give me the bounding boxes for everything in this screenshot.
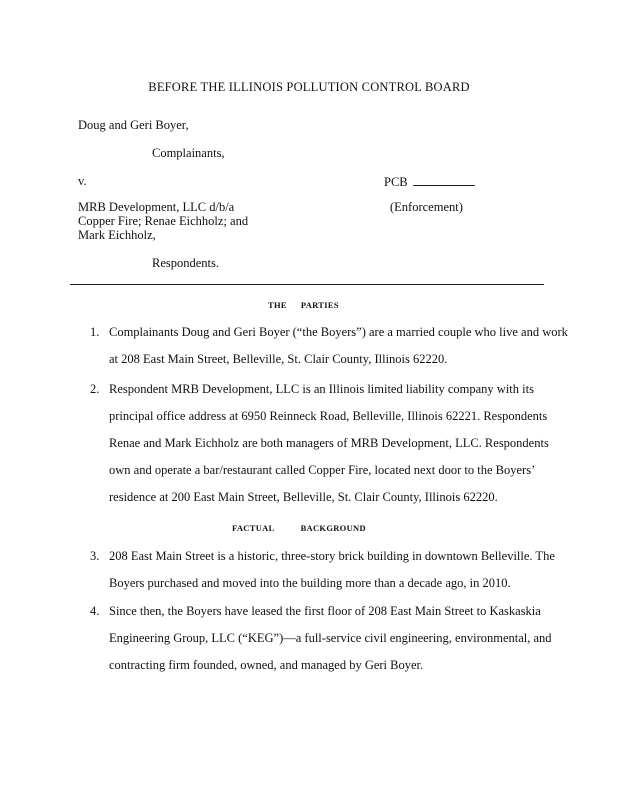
pcb-case-number <box>384 174 475 190</box>
paragraph-line: contracting firm founded, owned, and managed by Geri Boyer. <box>109 658 424 672</box>
paragraph-line: own and operate a bar/restaurant called Copper Fire, located next door to the Boyers’ <box>109 463 536 477</box>
complainant-names: Doug and Geri Boyer, <box>78 118 189 132</box>
versus-label: v. <box>78 174 87 188</box>
complainants-label: Complainants, <box>152 146 225 160</box>
paragraph-number: 3. <box>90 549 100 563</box>
paragraph-line: Complainants Doug and Geri Boyer (“the Boyers”) are a married couple who live and work <box>109 325 568 339</box>
paragraph-line: at 208 East Main Street, Belleville, St. Clair County, Illinois 62220. <box>109 352 448 366</box>
document-heading: BEFORE THE ILLINOIS POLLUTION CONTROL BOARD <box>148 80 470 94</box>
paragraph-line: 208 East Main Street is a historic, three-story brick building in downtown Belleville. The <box>109 549 555 563</box>
respondents-label: Respondents. <box>152 256 220 270</box>
paragraph-line: residence at 200 East Main Street, Belleville, St. Clair County, Illinois 62220. <box>109 490 498 504</box>
respondent-line: Mark Eichholz, <box>78 228 156 242</box>
paragraph-line: Respondent MRB Development, LLC is an Illinois limited liability company with its <box>109 382 534 396</box>
case-number-blank <box>413 174 475 186</box>
paragraph-number: 4. <box>90 604 100 618</box>
section-heading-parties: THE PARTIES <box>268 300 339 310</box>
respondent-line: MRB Development, LLC d/b/a <box>78 200 235 214</box>
paragraph-line: Boyers purchased and moved into the building more than a decade ago, in 2010. <box>109 576 511 590</box>
paragraph-line: Engineering Group, LLC (“KEG”)—a full-service civil engineering, environmental, and <box>109 631 552 645</box>
paragraph-number: 2. <box>90 382 100 396</box>
caption-divider <box>70 284 544 285</box>
paragraph-number: 1. <box>90 325 100 339</box>
enforcement-label: (Enforcement) <box>390 200 463 214</box>
paragraph-line: principal office address at 6950 Reinneck Road, Belleville, Illinois 62221. Respondents <box>109 409 548 423</box>
paragraph-line: Since then, the Boyers have leased the first floor of 208 East Main Street to Kaskaskia <box>109 604 541 618</box>
respondent-line: Copper Fire; Renae Eichholz; and <box>78 214 249 228</box>
paragraph-line: Renae and Mark Eichholz are both managers of MRB Development, LLC. Respondents <box>109 436 549 450</box>
pcb-label: PCB <box>384 175 408 189</box>
section-heading-factual-background: FACTUAL BACKGROUND <box>232 523 366 533</box>
